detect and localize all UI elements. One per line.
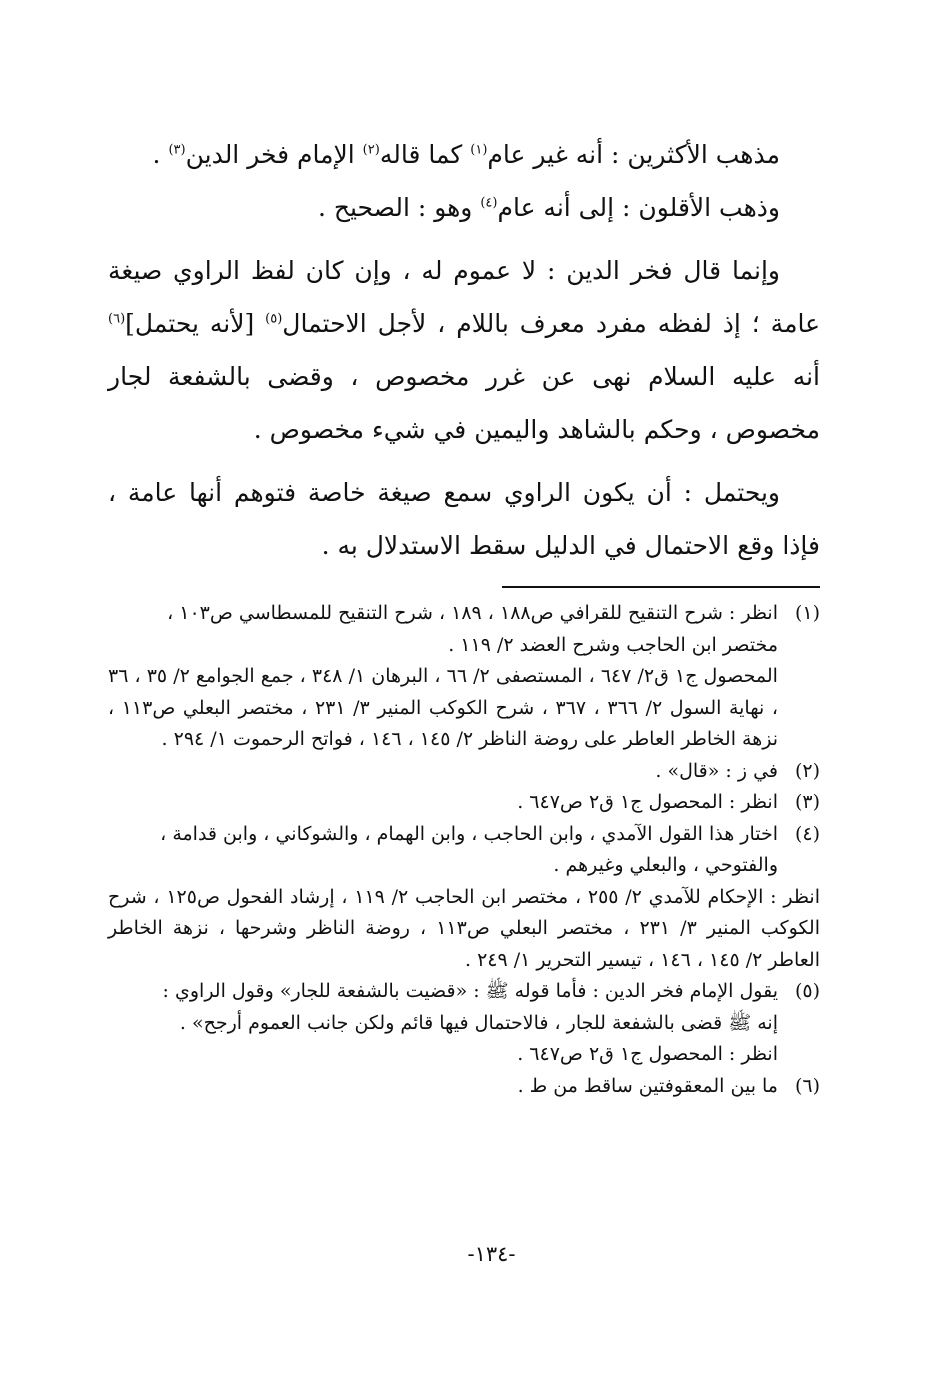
footnote-ref-1[interactable]: (١)	[470, 142, 488, 158]
text-run: أنه عليه السلام نهى عن غرر مخصوص ، وقضى بالشفعة لجار مخصوص ، وحكم بالشاهد واليمين في شيء مخصوص .	[108, 362, 821, 444]
paragraph-3	[108, 244, 820, 456]
footnote-divider	[502, 586, 820, 588]
text-run: وذهب الأقلون : إلى أنه عام	[497, 193, 780, 222]
footnote-line: ما بين المعقوفتين ساقط من ط .	[517, 1074, 778, 1097]
text-run: مذهب الأكثرين : أنه غير عام	[487, 140, 780, 169]
page-content	[108, 128, 820, 1102]
footnote-1	[108, 598, 820, 756]
footnote-number: (٥)	[794, 980, 820, 1002]
footnote-number: (٢)	[794, 759, 820, 782]
footnote-line: والفتوحي ، والبعلي وغيرهم .	[553, 854, 778, 876]
footnote-2	[108, 756, 820, 788]
footnote-line: إنه ﷺ قضى بالشفعة للجار ، فالاحتمال فيها قائم ولكن جانب العموم أرجح» .	[179, 1011, 778, 1034]
footnote-ref-6[interactable]: (٦)	[108, 311, 126, 327]
footnote-ref-4[interactable]: (٤)	[480, 195, 498, 211]
text-run: .	[152, 140, 169, 169]
footnote-line: انظر : المحصول ج١ ق٢ ص٦٤٧ .	[517, 1043, 778, 1065]
footnote-continuation: انظر : الإحكام للآمدي ٢/ ٢٥٥ ، مختصر ابن الحاجب ٢/ ١١٩ ، إرشاد الفحول ص١٢٥ ، شرح الكوكب المنير ٣/ ٢٣١ ، مختصر البعلي ص١١٣ ، روضة الناظر وشرحها ، نزهة الخاطر العاطر ٢/ ١٤٥ ، ١٤٦ ، تيسير التحرير ١/ ٢٤٩ .	[108, 885, 821, 971]
paragraph-2	[108, 181, 820, 234]
page-number: -١٣٤-	[467, 1242, 516, 1266]
text-run: وهو : الصحيح .	[317, 193, 481, 222]
footnote-number: (٤)	[794, 822, 820, 845]
footnote-number: (٦)	[794, 1074, 820, 1097]
footnote-line: في ز : «قال» .	[655, 759, 778, 782]
text-run: ويحتمل : أن يكون الراوي سمع صيغة خاصة فتوهم أنها عامة ، فإذا وقع الاحتمال في الدليل سقط الاستدلال به .	[108, 478, 820, 560]
footnote-line: يقول الإمام فخر الدين : فأما قوله ﷺ : «قضيت بالشفعة للجار» وقول الراوي :	[162, 980, 778, 1002]
paragraph-4	[108, 466, 820, 572]
text-run: [لأنه يحتمل]	[125, 309, 266, 338]
footnote-4	[108, 819, 820, 977]
footnote-3	[108, 787, 820, 819]
footnote-ref-3[interactable]: (٣)	[168, 142, 186, 158]
footnote-number: (١)	[794, 602, 820, 624]
footnote-ref-2[interactable]: (٢)	[362, 142, 380, 158]
footnote-5	[108, 976, 820, 1071]
main-text	[108, 128, 820, 572]
footnote-ref-5[interactable]: (٥)	[265, 311, 283, 327]
footnote-line: انظر : شرح التنقيح للقرافي ص١٨٨ ، ١٨٩ ، شرح التنقيح للمسطاسي ص١٠٣ ،	[167, 602, 778, 624]
paragraph-1	[108, 128, 820, 181]
text-run: الإمام فخر الدين	[185, 140, 363, 169]
footnote-6	[108, 1071, 820, 1103]
text-run: وإنما قال فخر الدين : لا عموم له ، وإن كان لفظ الراوي صيغة عامة ؛ إذ لفظه مفرد معرف باللام ، لأجل الاحتمال	[108, 256, 821, 338]
text-run: كما قاله	[379, 140, 471, 169]
footnote-continuation: المحصول ج١ ق٢/ ٦٤٧ ، المستصفى ٢/ ٦٦ ، البرهان ١/ ٣٤٨ ، جمع الجوامع ٢/ ٣٥ ، ٣٦ ، نهاية السول ٢/ ٣٦٦ ، ٣٦٧ ، شرح الكوكب المنير ٣/ ٢٣١ ، مختصر البعلي ص١١٣ ، نزهة الخاطر العاطر على روضة الناظر ٢/ ١٤٥ ، ١٤٦ ، فواتح الرحموت ١/ ٢٩٤ .	[108, 665, 778, 750]
footnotes	[108, 598, 820, 1102]
footnote-line: مختصر ابن الحاجب وشرح العضد ٢/ ١١٩ .	[448, 633, 778, 656]
footnote-line: انظر : المحصول ج١ ق٢ ص٦٤٧ .	[517, 791, 778, 813]
footnote-line: اختار هذا القول الآمدي ، وابن الحاجب ، وابن الهمام ، والشوكاني ، وابن قدامة ،	[160, 822, 778, 845]
footnote-number: (٣)	[794, 791, 820, 813]
